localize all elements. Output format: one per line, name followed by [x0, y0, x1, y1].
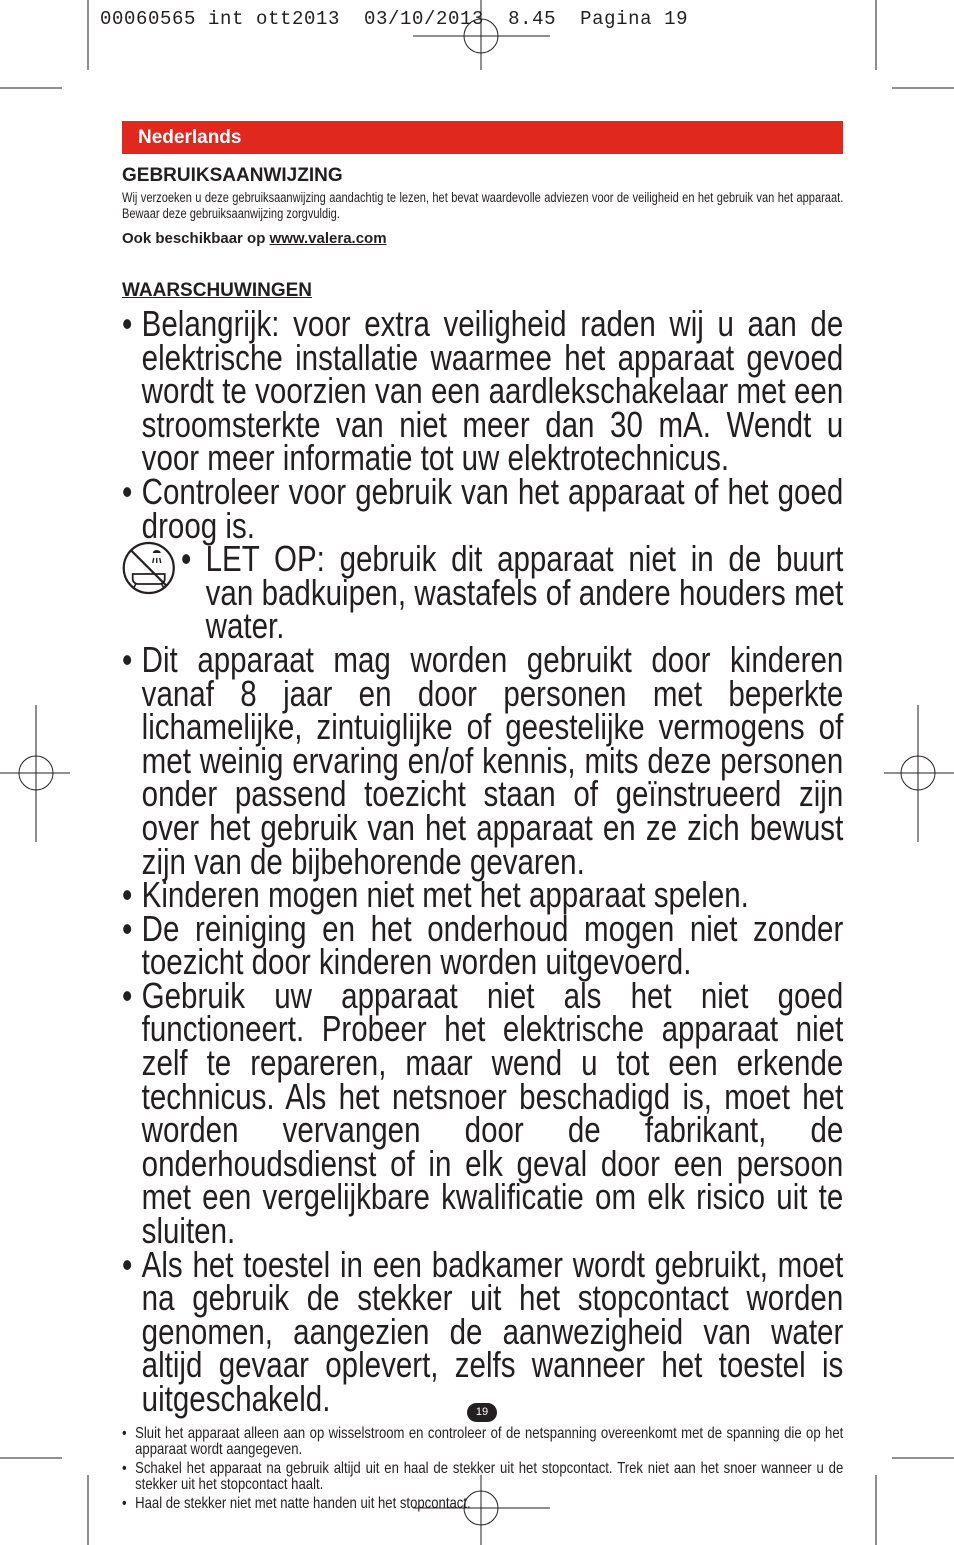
bullet: •: [122, 874, 133, 916]
list-item: [122, 1496, 843, 1513]
no-bathtub-icon: [119, 540, 179, 596]
list-item-text: Belangrijk: voor extra veiligheid raden wij u aan de elektrische installatie waarmee het apparaat gevoed wordt te voorzien van een aardlekschakelaar met een stroomsterkte van niet meer dan 30 mA. Wendt u voor meer informatie tot uw elektrotechnicus.: [141, 303, 844, 479]
bullet: •: [122, 907, 133, 949]
language-section-bar: Nederlands: [122, 121, 843, 154]
instructions-heading: GEBRUIKSAANWIJZING: [122, 165, 343, 186]
list-item-text: Haal de stekker niet met natte handen uit het stopcontact.: [135, 1494, 471, 1512]
bullet: •: [122, 303, 133, 344]
availability-line: [122, 229, 843, 249]
warnings-heading: WAARSCHUWINGEN: [122, 280, 312, 301]
bullet: •: [122, 1424, 127, 1442]
list-item-text: Dit apparaat mag worden gebruikt door kinderen vanaf 8 jaar en door personen met beperkte lichamelijke, zintuiglijke of geestelijke vermogens of met weinig ervaring en/of kennis, mits deze personen onder passend toezicht staan of geïnstrueerd zijn over het gebruik van het apparaat en ze zich bewust zijn van de bijbehorende gevaren.: [141, 638, 844, 882]
registration-mark-icon: [0, 705, 70, 842]
intro-paragraph: Wij verzoeken u deze gebruiksaanwijzing aandachtig te lezen, het bevat waardevolle adviezen voor de veiligheid en het gebruik van het apparaat. Bewaar deze gebruiksaanwijzing zorgvuldig.: [122, 190, 844, 221]
list-item: [122, 470, 844, 546]
warnings-list: [122, 303, 844, 1419]
bullet: •: [122, 1243, 133, 1285]
bullet: •: [122, 974, 133, 1016]
list-item-text: LET OP: gebruik dit apparaat niet in de buurt van badkuipen, wastafels of andere houders met water.: [205, 538, 844, 647]
list-item-text: Controleer voor gebruik van het apparaat of het goed droog is.: [141, 470, 844, 546]
manual-content: [122, 162, 843, 1514]
list-item-text: Kinderen mogen niet met het apparaat spelen.: [141, 874, 749, 916]
bullet: •: [181, 538, 192, 580]
list-item: [122, 907, 844, 983]
list-item: [122, 974, 844, 1252]
list-item: [122, 638, 844, 882]
list-item-text: Schakel het apparaat na gebruik altijd uit en haal de stekker uit het stopcontact. Trek niet aan het snoer wanneer u de stekker uit het stopcontact haalt.: [135, 1459, 844, 1494]
notes-list: [122, 1426, 843, 1513]
list-item-text: De reiniging en het onderhoud mogen niet zonder toezicht door kinderen worden uitgevoerd.: [141, 907, 844, 983]
list-item: [122, 874, 843, 916]
list-item: [122, 1461, 843, 1494]
print-slug-line: 00060565 int ott2013 03/10/2013 8.45 Pagina 19: [100, 8, 689, 30]
list-item: [122, 1243, 844, 1419]
bullet: •: [122, 470, 133, 512]
registration-mark-icon: [413, 0, 550, 70]
list-item: [122, 538, 844, 647]
bullet: •: [122, 1494, 127, 1512]
list-item: [122, 303, 844, 479]
list-item-text: Sluit het apparaat alleen aan op wisselstroom en controleer of de netspanning overeenkomt met de spanning die op het apparaat wordt aangegeven.: [135, 1424, 844, 1459]
list-item: [122, 1426, 843, 1459]
website-link[interactable]: www.valera.com: [269, 230, 387, 247]
list-item-text: Als het toestel in een badkamer wordt gebruikt, moet na gebruik de stekker uit het stopcontact worden genomen, aangezien de aanwezigheid van water altijd gevaar oplevert, zelfs wanneer het toestel is uitgeschakeld.: [141, 1243, 844, 1419]
list-item-text: Gebruik uw apparaat niet als het niet goed functioneert. Probeer het elektrische apparaat niet zelf te repareren, maar wend u tot een erkende technicus. Als het netsnoer beschadigd is, moet het worden vervangen door de fabrikant, de onderhoudsdienst of in elk geval door een persoon met een vergelijkbare kwalificatie om elk risico uit te sluiten.: [141, 974, 844, 1252]
bullet: •: [122, 638, 133, 680]
page-number-badge: 19: [467, 1403, 497, 1422]
bullet: •: [122, 1459, 127, 1477]
registration-mark-icon: [884, 705, 954, 842]
availability-label: Ook beschikbaar op: [122, 230, 270, 247]
